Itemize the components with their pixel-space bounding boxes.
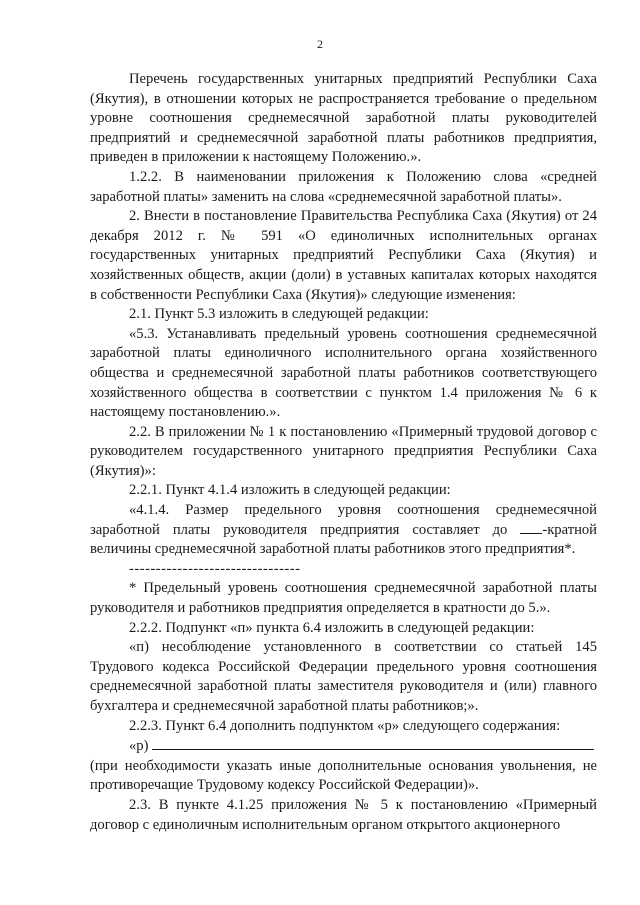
document-body <box>90 70 597 835</box>
paragraph-2: 2. Внести в постановление Правительства Республика Саха (Якутия) от 24 декабря 2012 г. № 591 «О единоличных исполнительных органах государственных унитарных предприятий Республики Саха (Якутия) и хозяйственных обществ, акции (доли) в уставных капиталах которых находятся в собственности Республики Саха (Якутия)» следующие изменения: <box>90 208 597 303</box>
paragraph-2-2: 2.2. В приложении № 1 к постановлению «Примерный трудовой договор с руководителем государственного унитарного предприятия Республики Саха (Якутия)»: <box>90 423 597 479</box>
subitem-r-label: «р) <box>129 738 153 755</box>
paragraph-5-3: «5.3. Устанавливать предельный уровень соотношения среднемесячной заработной платы единоличного исполнительного органа хозяйственного общества и среднемесячной заработной платы работников соответствующего хозяйственного общества в соответствии с пунктом 1.4 приложения № 6 к настоящему постановлению.». <box>90 325 597 421</box>
subitem-r-blank <box>152 736 594 750</box>
paragraph-4-1-4 <box>90 501 597 560</box>
paragraph-4-1-4-end: -кратной величины среднемесячной заработной платы работников этого предприятия*. <box>90 521 597 558</box>
paragraph-subitem-r <box>90 736 597 757</box>
paragraph-2-2-1: 2.2.1. Пункт 4.1.4 изложить в следующей редакции: <box>129 482 451 499</box>
paragraph-enterprise-list: Перечень государственных унитарных предприятий Республики Саха (Якутия), в отношении которых не распространяется требование о предельном уровне соотношения среднемесячной заработной платы руководителей предприятий и среднемесячной заработной платы работников предприятия, приведен в приложении к настоящему Положению.». <box>90 71 597 166</box>
paragraph-1-2-2: 1.2.2. В наименовании приложения к Положению слова «средней заработной платы» заменить на слова «среднемесячной заработной платы». <box>90 168 597 205</box>
footnote-text: * Предельный уровень соотношения среднемесячной заработной платы руководителя и работников предприятия определяется в кратности до 5.». <box>90 580 597 617</box>
paragraph-4-1-4-start: «4.1.4. Размер предельного уровня соотношения среднемесячной заработной платы руководителя предприятия составляет до <box>90 502 597 538</box>
page-number: 2 <box>317 37 323 51</box>
footnote-separator: -------------------------------- <box>129 560 301 577</box>
paragraph-2-1: 2.1. Пункт 5.3 изложить в следующей редакции: <box>129 306 429 323</box>
ratio-blank <box>520 521 542 534</box>
paragraph-subitem-p: «п) несоблюдение установленного в соответствии со статьей 145 Трудового кодекса Российской Федерации предельного уровня соотношения среднемесячной заработной платы заместителя руководителя и (или) главного бухгалтера и среднемесячной заработной платы работников;». <box>90 639 597 714</box>
paragraph-2-3: 2.3. В пункте 4.1.25 приложения № 5 к постановлению «Примерный договор с единоличным исполнительным органом открытого акционерного <box>90 796 597 833</box>
paragraph-2-2-2: 2.2.2. Подпункт «п» пункта 6.4 изложить в следующей редакции: <box>129 619 535 636</box>
paragraph-2-2-3: 2.2.3. Пункт 6.4 дополнить подпунктом «р» следующего содержания: <box>129 717 561 734</box>
paragraph-note: (при необходимости указать иные дополнительные основания увольнения, не противоречащие Трудовому кодексу Российской Федерации)». <box>90 757 597 794</box>
